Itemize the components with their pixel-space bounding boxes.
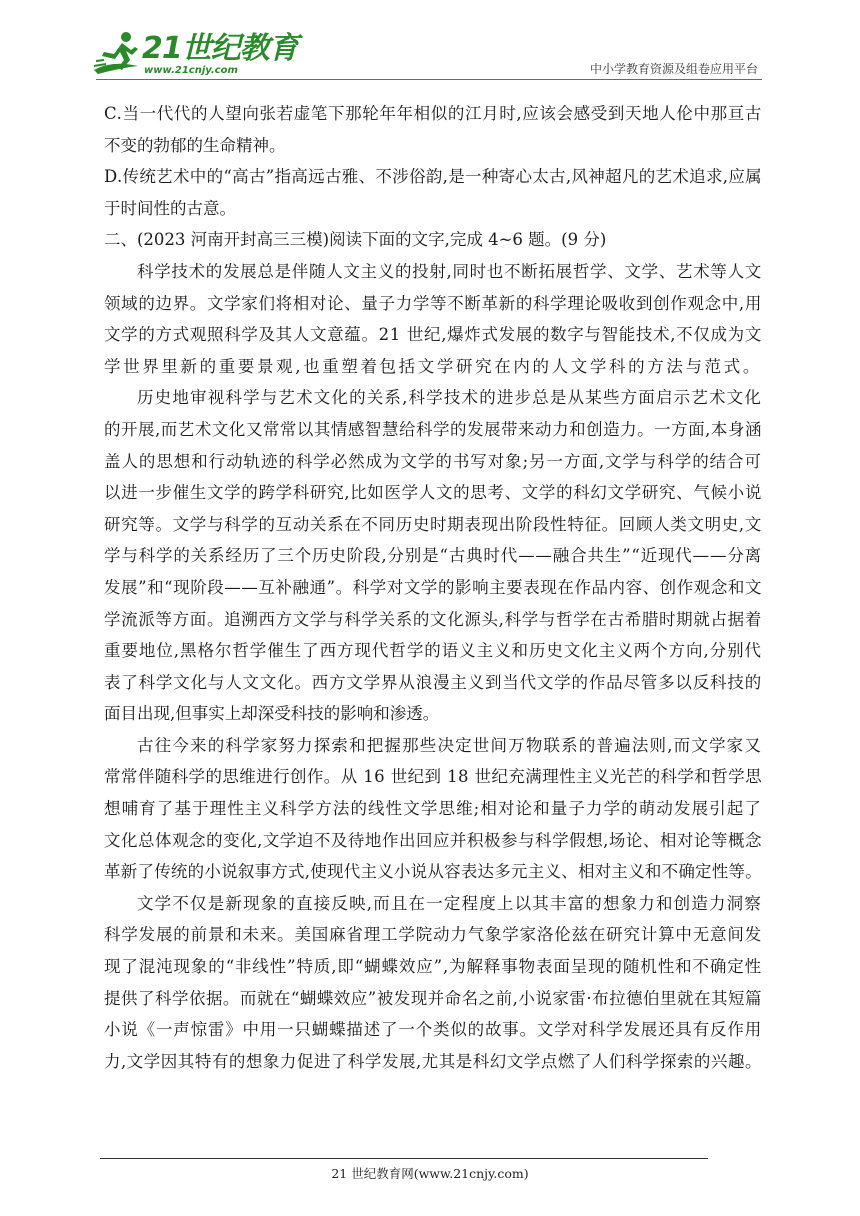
text-line: 二、(2023 河南开封高三三模)阅读下面的文字,完成 4~6 题。(9 分) <box>104 230 607 250</box>
site-logo[interactable] <box>92 30 298 80</box>
text-line: 于时间性的古意。 <box>104 198 236 218</box>
text-line: 重要地位,黑格尔哲学催生了西方现代哲学的语义主义和历史文化主义两个方向,分别代 <box>104 641 763 661</box>
text-line: D.传统艺术中的“高古”指高远古雅、不涉俗韵,是一种寄心太古,风神超凡的艺术追求,应属 <box>104 167 762 187</box>
text-line: 领域的边界。文学家们将相对论、量子力学等不断革新的科学理论吸收到创作观念中,用 <box>104 293 762 313</box>
text-line: 的开展,而艺术文化又常常以其情感智慧给科学的发展带来动力和创造力。一方面,本身涵 <box>104 419 762 439</box>
text-line: 历史地审视科学与艺术文化的关系,科学技术的进步总是从某些方面启示艺术文化 <box>137 388 763 408</box>
platform-name: 中小学教育资源及组卷应用平台 <box>589 62 758 76</box>
text-line: 常常伴随科学的思维进行创作。从 16 世纪到 18 世纪充满理性主义光芒的科学和哲学思 <box>104 767 762 787</box>
text-line: 以进一步催生文学的跨学科研究,比如医学人文的思考、文学的科幻文学研究、气候小说 <box>104 483 762 503</box>
text-line: 文学的方式观照科学及其人文意蕴。21 世纪,爆炸式发展的数字与智能技术,不仅成为文 <box>104 325 762 345</box>
logo-url: www.21cnjy.com <box>144 65 238 76</box>
text-line: 面目出现,但事实上却深受科技的影响和渗透。 <box>104 704 440 724</box>
text-line: 小说《一声惊雷》中用一只蝴蝶描述了一个类似的故事。文学对科学发展还具有反作用 <box>104 1020 763 1040</box>
text-line: 提供了科学依据。而就在“蝴蝶效应”被发现并命名之前,小说家雷·布拉德伯里就在其短篇 <box>104 988 762 1008</box>
text-line: 研究等。文学与科学的互动关系在不同历史时期表现出阶段性特征。回顾人类文明史,文 <box>104 514 762 534</box>
text-line: 革新了传统的小说叙事方式,使现代主义小说从容表达多元主义、相对主义和不确定性等。 <box>104 862 762 882</box>
text-line: 学世界里新的重要景观,也重塑着包括文学研究在内的人文学科的方法与范式。 <box>104 356 762 376</box>
text-line: 文化总体观念的变化,文学迫不及待地作出回应并积极参与科学假想,场论、相对论等概念 <box>104 830 762 850</box>
page-footer[interactable]: 21 世纪教育网(www.21cnjy.com) <box>331 1166 529 1181</box>
text-line: 学与科学的关系经历了三个历史阶段,分别是“古典时代——融合共生”“近现代——分离 <box>104 546 762 566</box>
text-line: 古往今来的科学家努力探索和把握那些决定世间万物联系的普遍法则,而文学家又 <box>137 735 763 755</box>
page-header <box>0 0 860 82</box>
text-line: 科学发展的前景和未来。美国麻省理工学院动力气象学家洛伦兹在研究计算中无意间发 <box>104 925 763 945</box>
logo-title: 21世纪教育 <box>142 31 298 66</box>
text-line: 力,文学因其特有的想象力促进了科学发展,尤其是科幻文学点燃了人们科学探索的兴趣。 <box>104 1051 762 1071</box>
document-body <box>104 98 762 1077</box>
text-line: 盖人的思想和行动轨迹的科学必然成为文学的书写对象;另一方面,文学与科学的结合可 <box>104 451 763 471</box>
runner-logo-icon <box>92 30 144 78</box>
text-line: 文学不仅是新现象的直接反映,而且在一定程度上以其丰富的想象力和创造力洞察 <box>137 893 763 913</box>
text-line: 表了科学文化与人文文化。西方文学界从浪漫主义到当代文学的作品尽管多以反科技的 <box>104 672 763 692</box>
text-line: 学流派等方面。追溯西方文学与科学关系的文化源头,科学与哲学在古希腊时期就占据着 <box>104 609 762 629</box>
text-line: 现了混沌现象的“非线性”特质,即“蝴蝶效应”,为解释事物表面呈现的随机性和不确定性 <box>104 957 763 977</box>
text-line: 想哺育了基于理性主义科学方法的线性文学思维;相对论和量子力学的萌动发展引起了 <box>104 799 763 819</box>
text-line: C.当一代代的人望向张若虚笔下那轮年年相似的江月时,应该会感受到天地人伦中那亘古 <box>104 104 762 123</box>
footer-divider <box>100 1158 708 1159</box>
text-line: 不变的勃郁的生命精神。 <box>104 135 286 155</box>
header-divider <box>96 79 762 80</box>
text-line: 科学技术的发展总是伴随人文主义的投射,同时也不断拓展哲学、文学、艺术等人文 <box>137 261 762 281</box>
text-line: 发展”和“现阶段——互补融通”。科学对文学的影响主要表现在作品内容、创作观念和文 <box>104 577 763 597</box>
